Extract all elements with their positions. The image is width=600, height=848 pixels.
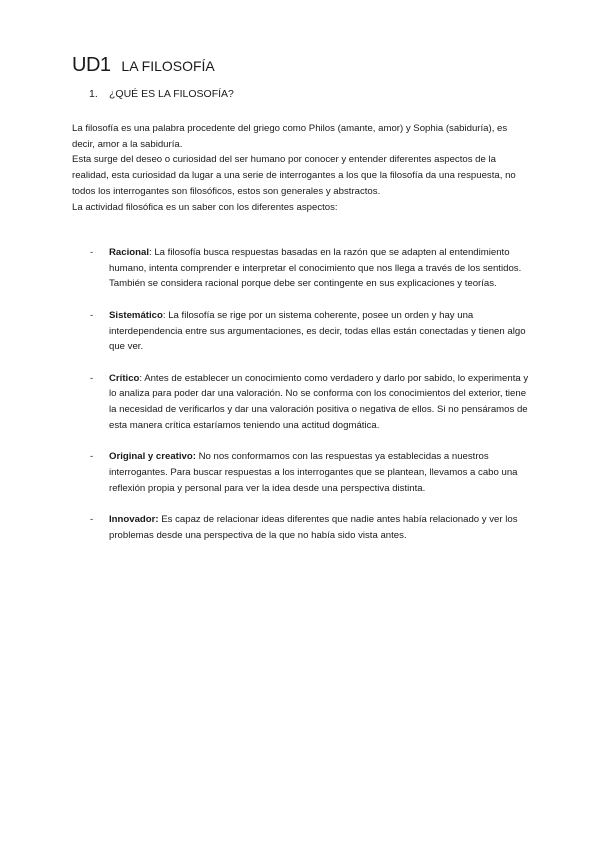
section-heading bbox=[89, 88, 234, 100]
document-title bbox=[72, 42, 215, 79]
aspect-description: La filosofía busca respuestas basadas en la razón que se adapten al entendimiento humano, intenta comprender e interpretar el conocimiento que nos llega a través de los sentidos. También se considera racional porque debe ser contingente en sus explicaciones y teorías. bbox=[109, 247, 522, 290]
intro-paragraph-2: Esta surge del deseo o curiosidad del ser humano por conocer y entender diferentes aspectos de la realidad, esta curiosidad da lugar a una serie de interrogantes a los que la filosofía da una respuesta, no todos los interrogantes son filosóficos, estos son generales y abstractos. bbox=[72, 154, 516, 197]
dash-bullet: - bbox=[90, 513, 94, 525]
list-item bbox=[90, 512, 530, 543]
unit-code: UD1 bbox=[72, 54, 111, 76]
aspect-term: Racional bbox=[109, 247, 149, 258]
dash-bullet: - bbox=[90, 451, 94, 463]
list-item bbox=[90, 245, 530, 292]
list-item bbox=[90, 371, 530, 434]
intro-paragraph-1: La filosofía es una palabra procedente del griego como Philos (amante, amor) y Sophia (sabiduría), es decir, amor a la sabiduría. bbox=[72, 123, 508, 150]
aspect-separator: : bbox=[149, 247, 152, 258]
list-item bbox=[90, 308, 530, 355]
intro-text bbox=[72, 121, 522, 215]
section-number: 1. bbox=[89, 88, 98, 100]
aspect-description: Es capaz de relacionar ideas diferentes que nadie antes había relacionado y ver los problemas desde una perspectiva de la que no había sido vista antes. bbox=[109, 513, 518, 541]
intro-paragraph-3: La actividad filosófica es un saber con los diferentes aspectos: bbox=[72, 201, 338, 213]
aspect-description: No nos conformamos con las respuestas ya establecidas a nuestros interrogantes. Para buscar respuestas a los interrogantes que se plantean, llevamos a cabo una reflexión propia y personal para ver la idea desde una perspectiva distinta. bbox=[109, 451, 518, 494]
unit-name: LA FILOSOFÍA bbox=[121, 58, 215, 74]
aspect-term: Crítico bbox=[109, 372, 140, 384]
aspect-separator: : bbox=[162, 309, 166, 321]
aspect-term: Sistemático bbox=[109, 309, 163, 321]
dash-bullet: - bbox=[90, 309, 94, 321]
aspect-separator: : bbox=[139, 372, 143, 384]
section-title: ¿QUÉ ES LA FILOSOFÍA? bbox=[109, 88, 234, 100]
aspect-description: La filosofía se rige por un sistema coherente, posee un orden y hay una interdependencia entre sus argumentaciones, es decir, todas ellas están conectadas y tienen algo que ver. bbox=[109, 309, 526, 353]
aspect-description: Antes de establecer un conocimiento como verdadero y darlo por sabido, lo experimenta y lo analiza para poder dar una valoración. No se conforma con los conocimientos del exterior, tiene la necesidad de verificarlos y dar una valoración positiva o negativa de ellos. Si no pensáramos de esta manera crítica estaríamos teniendo una actitud dogmática. bbox=[109, 372, 529, 431]
dash-bullet: - bbox=[90, 372, 94, 384]
aspect-term: Original y creativo: bbox=[109, 451, 196, 463]
aspect-term: Innovador: bbox=[109, 513, 159, 525]
dash-bullet: - bbox=[90, 247, 94, 258]
list-item bbox=[90, 449, 530, 496]
aspects-list bbox=[90, 245, 530, 559]
